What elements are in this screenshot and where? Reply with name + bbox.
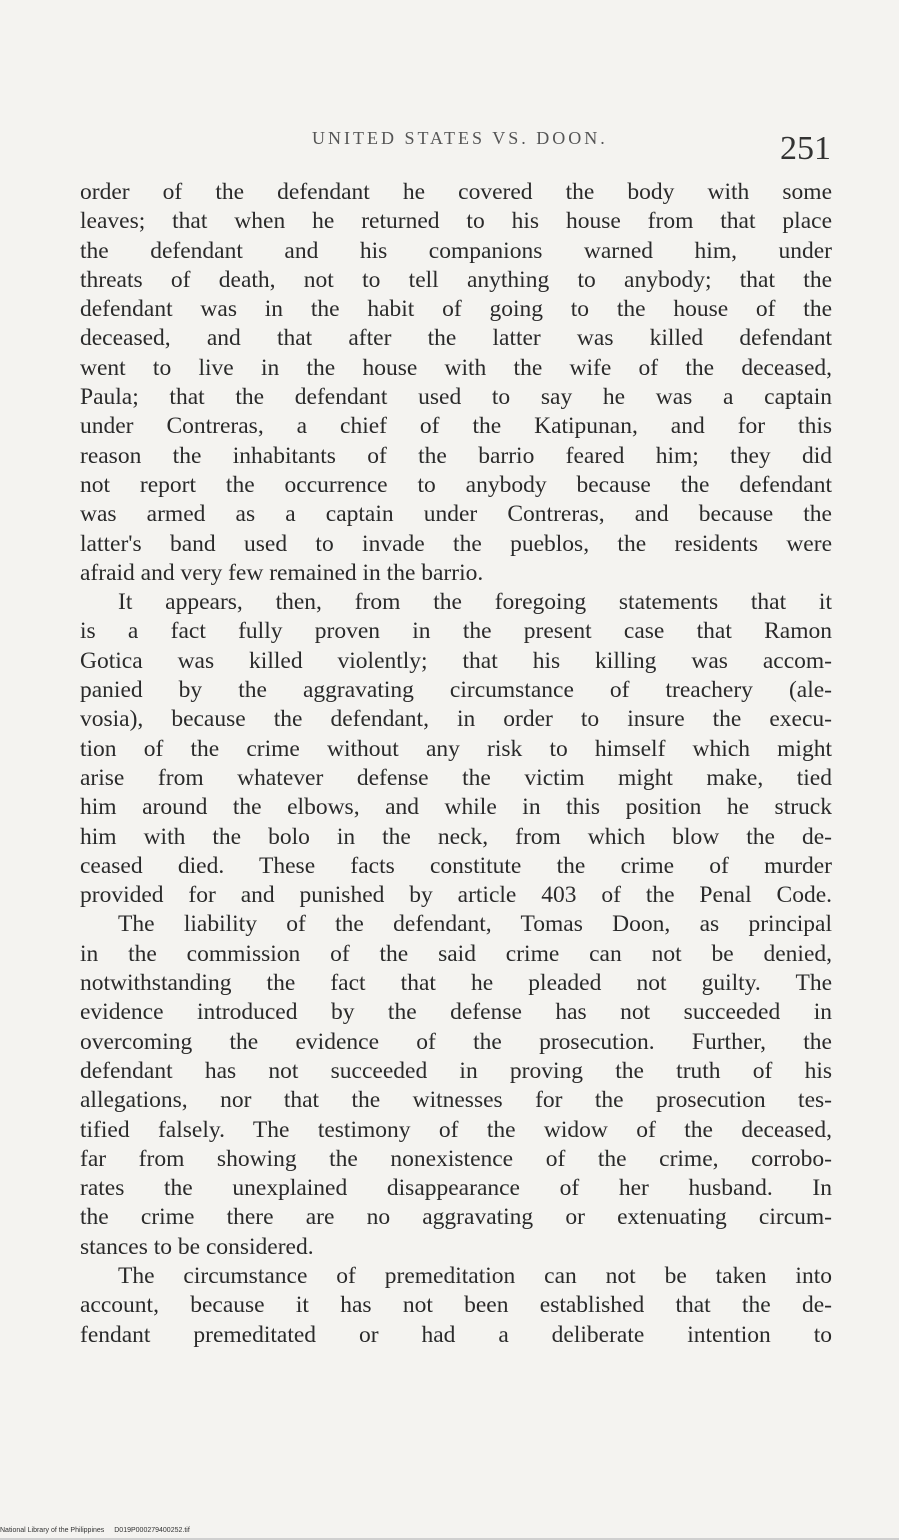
page-number: 251 (780, 130, 831, 167)
library-credit: National Library of the Philippines (0, 1527, 105, 1534)
text-line: tified falsely. The testimony of the widow of the deceased, (80, 1116, 832, 1143)
text-line: arise from whatever defense the victim might make, tied (80, 764, 832, 791)
text-line: rates the unexplained disappearance of her husband. In (80, 1175, 832, 1202)
scan-footer (0, 1527, 190, 1534)
text-line: is a fact fully proven in the present case that Ramon (80, 618, 832, 645)
running-head: UNITED STATES VS. DOON. (312, 128, 608, 148)
text-line: The liability of the defendant, Tomas Doon, as principal (118, 911, 832, 938)
text-line: ceased died. These facts constitute the crime of murder (80, 852, 832, 879)
text-line: leaves; that when he returned to his house from that place (80, 208, 832, 235)
text-line: panied by the aggravating circumstance of treachery (ale- (80, 677, 832, 704)
text-line: far from showing the nonexistence of the crime, corrobo- (80, 1145, 832, 1172)
body-text (80, 178, 832, 1350)
text-line: overcoming the evidence of the prosecution. Further, the (80, 1028, 832, 1055)
text-line: vosia), because the defendant, in order to insure the execu- (80, 706, 832, 733)
text-line: notwithstanding the fact that he pleaded not guilty. The (80, 970, 832, 997)
text-line: him around the elbows, and while in this position he struck (80, 794, 832, 821)
scan-identifier: D019P000279400252.tif (114, 1527, 190, 1534)
text-line: went to live in the house with the wife of the deceased, (80, 354, 832, 381)
text-line: latter's band used to invade the pueblos, the residents were (80, 530, 832, 557)
text-line: It appears, then, from the foregoing statements that it (118, 589, 832, 616)
text-line: defendant was in the habit of going to the house of the (80, 296, 832, 323)
text-line: provided for and punished by article 403 of the Penal Code. (80, 882, 832, 909)
text-line: allegations, nor that the witnesses for the prosecution tes- (80, 1087, 832, 1114)
text-line: the defendant and his companions warned him, under (80, 237, 832, 264)
text-line: Paula; that the defendant used to say he was a captain (80, 384, 832, 411)
text-line: order of the defendant he covered the body with some (80, 179, 832, 205)
text-line: threats of death, not to tell anything to anybody; that the (80, 266, 832, 293)
text-line: the crime there are no aggravating or extenuating circum- (80, 1204, 832, 1231)
text-line: stances to be considered. (80, 1233, 314, 1260)
text-line: was armed as a captain under Contreras, and because the (80, 501, 832, 528)
text-line: account, because it has not been established that the de- (80, 1292, 832, 1319)
text-line: in the commission of the said crime can not be denied, (80, 940, 832, 967)
text-line: not report the occurrence to anybody because the defendant (80, 471, 832, 498)
text-line: The circumstance of premeditation can not be taken into (118, 1262, 832, 1289)
text-line: evidence introduced by the defense has not succeeded in (80, 999, 832, 1026)
text-line: fendant premeditated or had a deliberate intention to (80, 1321, 832, 1348)
text-line: him with the bolo in the neck, from which blow the de- (80, 823, 832, 850)
text-line: tion of the crime without any risk to himself which might (80, 735, 832, 762)
text-line: defendant has not succeeded in proving the truth of his (80, 1057, 832, 1084)
text-line: reason the inhabitants of the barrio feared him; they did (80, 442, 832, 469)
text-line: afraid and very few remained in the barrio. (80, 559, 484, 586)
text-line: under Contreras, a chief of the Katipunan, and for this (80, 413, 832, 440)
text-line: Gotica was killed violently; that his killing was accom- (80, 647, 832, 674)
text-line: deceased, and that after the latter was killed defendant (80, 325, 832, 352)
